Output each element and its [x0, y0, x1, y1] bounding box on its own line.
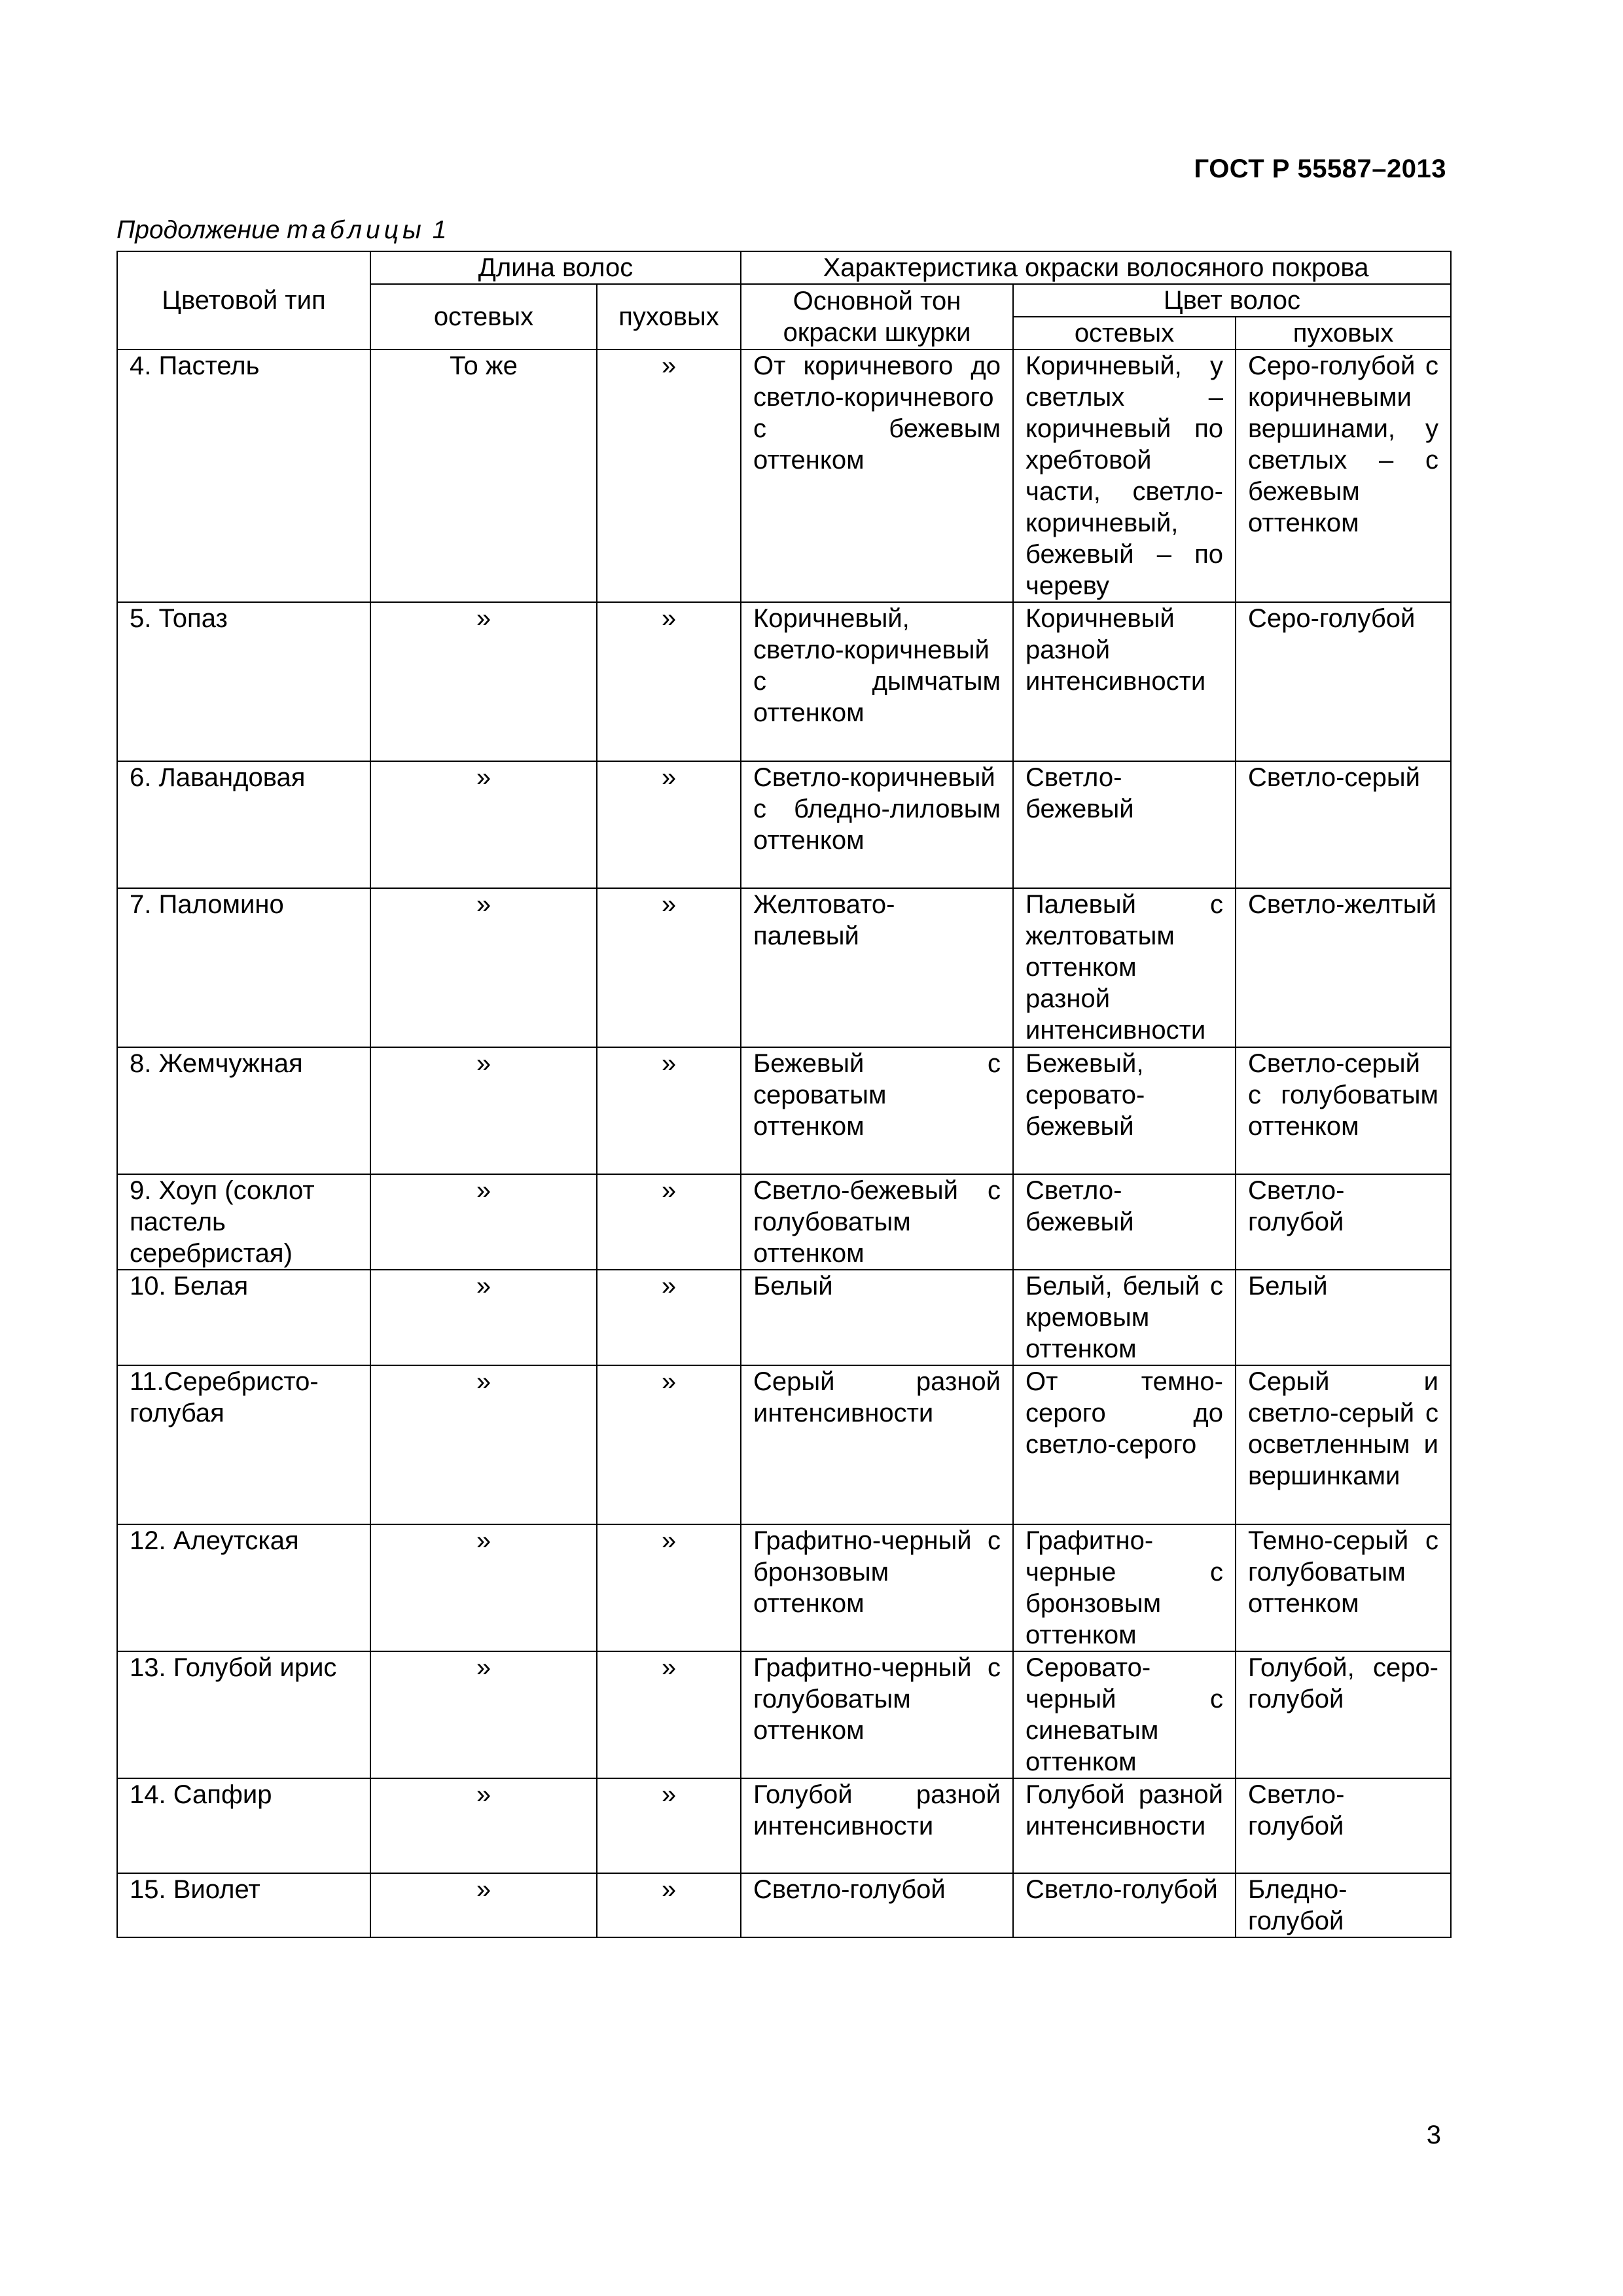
cell-down-color: Серый и светло-серый с осветленным и вершинками	[1236, 1365, 1451, 1524]
table-row	[117, 1174, 1451, 1270]
page-number: 3	[1426, 2121, 1441, 2149]
cell-down-color: Светло-голубой	[1236, 1174, 1451, 1270]
cell-base-tone: Светло-коричневый с бледно-лиловым оттенком	[741, 761, 1013, 888]
cell-guard-color: Коричневый разной интенсивности	[1013, 602, 1236, 761]
cell-base-tone: От коричневого до светло-коричневого с бежевым оттенком	[741, 350, 1013, 602]
table-row	[117, 1524, 1451, 1651]
cell-base-tone: Графитно-черный с бронзовым оттенком	[741, 1524, 1013, 1651]
cell-base-tone: Белый	[741, 1270, 1013, 1365]
cell-down-color: Голубой, серо-голубой	[1236, 1651, 1451, 1778]
cell-down-length: »	[597, 761, 741, 888]
color-types-table	[116, 251, 1452, 1938]
header-guard-color: остевых	[1013, 317, 1236, 350]
cell-color-type: 10. Белая	[117, 1270, 370, 1365]
cell-color-type: 9. Хоуп (соклот пастель серебристая)	[117, 1174, 370, 1270]
cell-down-color: Белый	[1236, 1270, 1451, 1365]
cell-guard-length: »	[370, 1047, 597, 1174]
cell-base-tone: Бежевый с сероватым оттенком	[741, 1047, 1013, 1174]
cell-guard-length: »	[370, 1174, 597, 1270]
cell-guard-color: От темно-серого до светло-серого	[1013, 1365, 1236, 1524]
cell-guard-length: То же	[370, 350, 597, 602]
cell-down-color: Бледно-голубой	[1236, 1873, 1451, 1937]
cell-down-length: »	[597, 350, 741, 602]
cell-color-type: 14. Сапфир	[117, 1778, 370, 1873]
header-base-tone: Основной тон окраски шкурки	[741, 284, 1013, 350]
cell-color-type: 7. Паломино	[117, 888, 370, 1047]
cell-guard-length: »	[370, 1270, 597, 1365]
cell-down-length: »	[597, 1524, 741, 1651]
cell-guard-color: Палевый с желтоватым оттенком разной интенсивности	[1013, 888, 1236, 1047]
cell-guard-color: Графитно-черные с бронзовым оттенком	[1013, 1524, 1236, 1651]
caption-prefix: Продолжение	[116, 216, 287, 244]
cell-base-tone: Голубой разной интенсивности	[741, 1778, 1013, 1873]
header-guard-length: остевых	[370, 284, 597, 350]
cell-guard-length: »	[370, 1651, 597, 1778]
cell-down-color: Серо-голубой с коричневыми вершинами, у светлых – с бежевым оттенком	[1236, 350, 1451, 602]
cell-down-length: »	[597, 888, 741, 1047]
cell-guard-color: Бежевый, серовато-бежевый	[1013, 1047, 1236, 1174]
table-row	[117, 1270, 1451, 1365]
cell-down-color: Темно-серый с голубоватым оттенком	[1236, 1524, 1451, 1651]
cell-color-type: 12. Алеутская	[117, 1524, 370, 1651]
cell-base-tone: Серый разной интенсивности	[741, 1365, 1013, 1524]
cell-guard-color: Коричневый, у светлых – коричневый по хребтовой части, светло-коричневый, бежевый – по череву	[1013, 350, 1236, 602]
table-row	[117, 1873, 1451, 1937]
cell-down-length: »	[597, 1873, 741, 1937]
caption-number: 1	[425, 216, 447, 244]
cell-color-type: 4. Пастель	[117, 350, 370, 602]
cell-down-color: Светло-желтый	[1236, 888, 1451, 1047]
cell-guard-length: »	[370, 1524, 597, 1651]
cell-guard-color: Серовато-черный с синеватым оттенком	[1013, 1651, 1236, 1778]
cell-guard-color: Голубой разной интенсивности	[1013, 1778, 1236, 1873]
cell-base-tone: Светло-бежевый с голубоватым оттенком	[741, 1174, 1013, 1270]
cell-base-tone: Коричневый, светло-коричневый с дымчатым оттенком	[741, 602, 1013, 761]
table-body	[117, 350, 1451, 1937]
cell-base-tone: Светло-голубой	[741, 1873, 1013, 1937]
cell-guard-length: »	[370, 888, 597, 1047]
cell-down-length: »	[597, 1651, 741, 1778]
table-row	[117, 888, 1451, 1047]
cell-color-type: 11.Серебристо-голубая	[117, 1365, 370, 1524]
header-hair-color: Цвет волос	[1013, 284, 1451, 317]
cell-guard-color: Светло-голубой	[1013, 1873, 1236, 1937]
cell-color-type: 6. Лавандовая	[117, 761, 370, 888]
header-color-type: Цветовой тип	[117, 251, 370, 350]
cell-down-length: »	[597, 1174, 741, 1270]
cell-guard-color: Светло-бежевый	[1013, 1174, 1236, 1270]
cell-guard-length: »	[370, 1778, 597, 1873]
header-hair-length: Длина волос	[370, 251, 741, 284]
table-row	[117, 602, 1451, 761]
cell-color-type: 15. Виолет	[117, 1873, 370, 1937]
cell-color-type: 13. Голубой ирис	[117, 1651, 370, 1778]
cell-guard-length: »	[370, 602, 597, 761]
cell-down-color: Светло-серый	[1236, 761, 1451, 888]
cell-down-length: »	[597, 1778, 741, 1873]
cell-down-color: Светло-серый с голубоватым оттенком	[1236, 1047, 1451, 1174]
table-row	[117, 1778, 1451, 1873]
header-down-color: пуховых	[1236, 317, 1451, 350]
table-caption	[116, 216, 446, 245]
cell-down-length: »	[597, 602, 741, 761]
cell-down-color: Серо-голубой	[1236, 602, 1451, 761]
header-down-length: пуховых	[597, 284, 741, 350]
caption-word: таблицы	[287, 216, 425, 244]
cell-guard-length: »	[370, 1365, 597, 1524]
table-row	[117, 350, 1451, 602]
cell-color-type: 5. Топаз	[117, 602, 370, 761]
cell-guard-color: Белый, белый с кремовым оттенком	[1013, 1270, 1236, 1365]
cell-down-length: »	[597, 1270, 741, 1365]
cell-color-type: 8. Жемчужная	[117, 1047, 370, 1174]
table-header	[117, 251, 1451, 350]
cell-guard-length: »	[370, 1873, 597, 1937]
cell-base-tone: Графитно-черный с голубоватым оттенком	[741, 1651, 1013, 1778]
cell-guard-color: Светло-бежевый	[1013, 761, 1236, 888]
cell-guard-length: »	[370, 761, 597, 888]
table-row	[117, 1651, 1451, 1778]
table-row	[117, 761, 1451, 888]
cell-down-length: »	[597, 1365, 741, 1524]
document-code: ГОСТ Р 55587–2013	[1194, 154, 1446, 183]
table-row	[117, 1047, 1451, 1174]
cell-down-color: Светло-голубой	[1236, 1778, 1451, 1873]
cell-base-tone: Желтовато-палевый	[741, 888, 1013, 1047]
table-row	[117, 1365, 1451, 1524]
header-coloring-characteristic: Характеристика окраски волосяного покрова	[741, 251, 1451, 284]
cell-down-length: »	[597, 1047, 741, 1174]
